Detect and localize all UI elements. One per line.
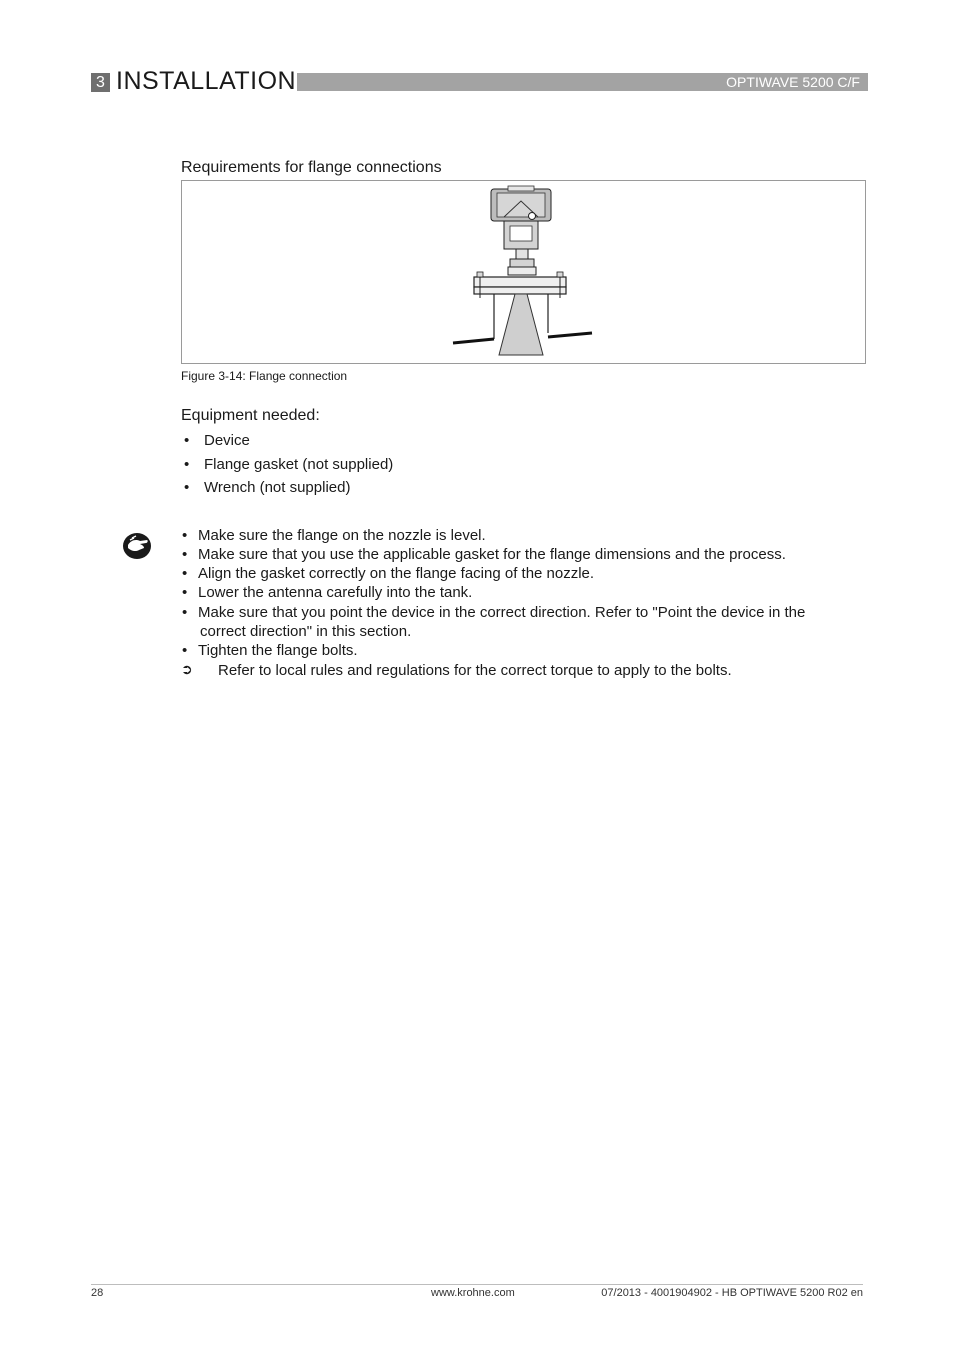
step-continuation: correct direction" in this section. [200, 623, 412, 640]
header-bar [297, 73, 868, 91]
bullet: • [182, 642, 188, 659]
equipment-title: Equipment needed: [181, 407, 320, 424]
list-item-text: Flange gasket (not supplied) [204, 456, 394, 473]
footer-doc-reference: 07/2013 - 4001904902 - HB OPTIWAVE 5200 R02 en [601, 1287, 863, 1299]
step-item [182, 603, 805, 622]
list-item-text: Device [204, 432, 250, 449]
list-item-text: Wrench (not supplied) [204, 479, 351, 496]
flange-connection-illustration [182, 181, 865, 363]
footer-url: www.krohne.com [431, 1287, 515, 1299]
bullet: • [184, 479, 190, 496]
section-title: Requirements for flange connections [181, 159, 442, 176]
chapter-number-box: 3 [91, 73, 110, 92]
hand-icon [122, 532, 152, 560]
step-text: Make sure the flange on the nozzle is level. [198, 527, 486, 544]
step-item [182, 564, 594, 583]
result-arrow-icon: ➲ [181, 662, 193, 678]
bullet: • [184, 456, 190, 473]
bullet: • [182, 565, 188, 582]
step-item [182, 545, 786, 564]
bullet: • [182, 604, 188, 621]
bullet: • [184, 432, 190, 449]
chapter-title: INSTALLATION [116, 67, 297, 95]
step-text: Make sure that you point the device in the correct direction. Refer to "Point the device in the [198, 604, 806, 621]
step-text: Align the gasket correctly on the flange facing of the nozzle. [198, 565, 595, 582]
bullet: • [182, 527, 188, 544]
footer-rule [91, 1284, 863, 1285]
bullet: • [182, 584, 188, 601]
step-text: Make sure that you use the applicable gasket for the flange dimensions and the process. [198, 546, 786, 563]
figure-frame [181, 180, 866, 364]
step-item [182, 526, 486, 545]
page-number: 28 [91, 1287, 104, 1299]
list-item [184, 455, 393, 475]
step-item [182, 641, 358, 660]
result-text: Refer to local rules and regulations for the correct torque to apply to the bolts. [218, 662, 732, 679]
list-item [184, 431, 250, 451]
step-text: Tighten the flange bolts. [198, 642, 358, 659]
step-text: Lower the antenna carefully into the tank. [198, 584, 473, 601]
figure-caption: Figure 3-14: Flange connection [181, 369, 348, 383]
list-item [184, 478, 350, 498]
bullet: • [182, 546, 188, 563]
product-name: OPTIWAVE 5200 C/F [726, 74, 860, 90]
step-item [182, 583, 472, 602]
